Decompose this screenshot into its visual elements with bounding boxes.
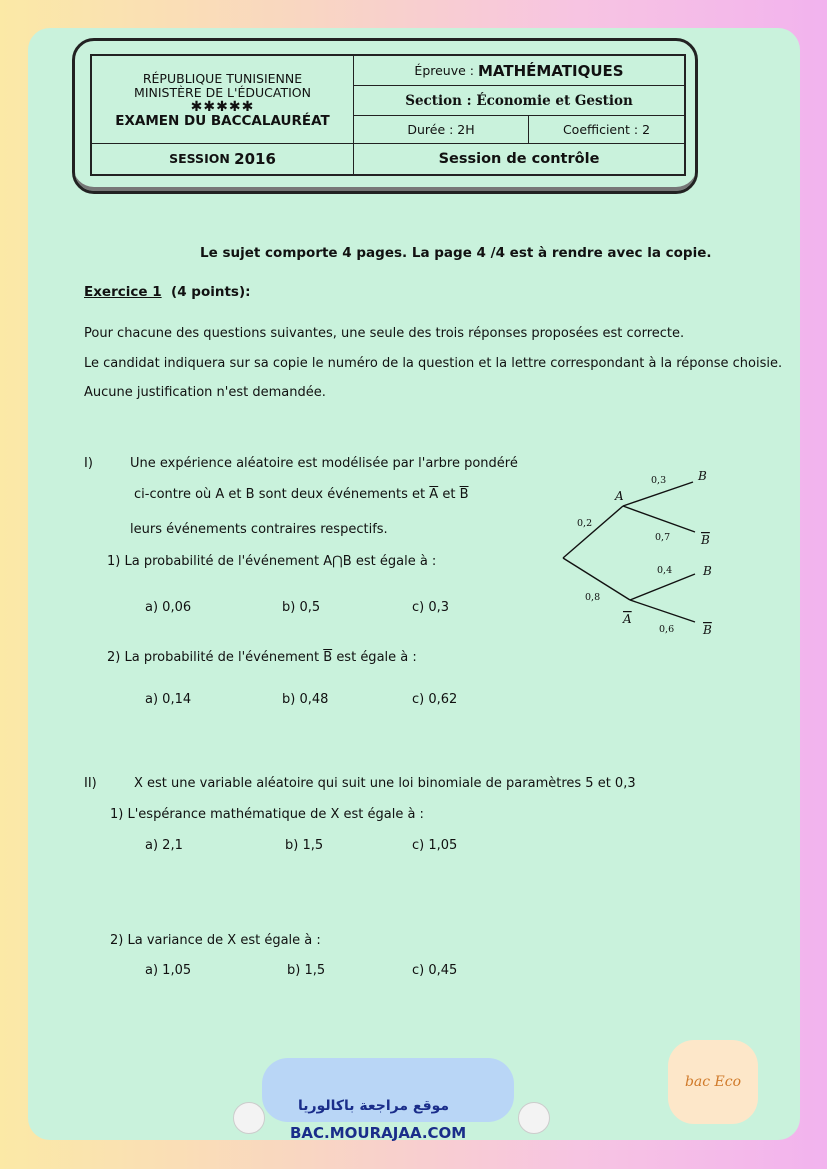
part2-q1: 1) L'espérance mathématique de X est égale à : [110,807,424,822]
footer-arabic[interactable]: موقع مراجعة باكالوريا [298,1098,450,1114]
intro: Le sujet comporte 4 pages. La page 4 /4 est à rendre avec la copie. [200,245,712,261]
p2q1-answer-a: a) 2,1 [145,838,183,853]
epreuve-cell [354,56,684,86]
p1q1-answer-b: b) 0,5 [282,600,321,615]
stars: ✱✱✱✱✱ [190,98,255,115]
part2-text: X est une variable aléatoire qui suit une loi binomiale de paramètres 5 et 0,3 [134,776,636,791]
part1-text2c: et [442,487,456,502]
branch-a-bbar [623,506,695,532]
site-logo-right [518,1102,550,1134]
part1-q1-c: est égale à : [355,554,437,569]
exercise-title [84,284,251,300]
p1q2-answer-c: c) 0,62 [412,692,458,707]
instruction-1: Pour chacune des questions suivantes, une seule des trois réponses proposées est correcte. [84,326,685,341]
part1-q1-a: 1) La probabilité de l'événement [107,554,320,569]
site-logo-left [233,1102,265,1134]
prob-root-abar: 0,8 [585,592,601,603]
part1-q2 [107,650,417,665]
instruction-3: Aucune justification n'est demandée. [84,385,326,400]
p2q1-answer-b: b) 1,5 [285,838,324,853]
session-label: SESSION [169,151,230,166]
part1-text2a: ci-contre où A et B sont deux événements et [134,487,426,502]
epreuve-label: Épreuve : [414,62,475,78]
node-a-b: B [698,469,707,483]
p2q2-answer-b: b) 1,5 [287,963,326,978]
p2q1-answer-c: c) 1,05 [412,838,458,853]
part2-q2: 2) La variance de X est égale à : [110,933,321,948]
republic: RÉPUBLIQUE TUNISIENNE [142,70,303,86]
bbar-symbol-q2: $\overline{B}$ [323,650,333,665]
node-abar-b: B [703,564,712,578]
node-a: A [615,489,624,503]
instruction-2: Le candidat indiquera sur sa copie le numéro de la question et la lettre correspondant à la réponse choisie. [84,356,783,371]
prob-a-bbar: 0,7 [655,532,671,543]
prob-abar-b: 0,4 [657,565,673,576]
abar-symbol: $\overline{A}$ [429,487,439,502]
part1-text1: Une expérience aléatoire est modélisée par l'arbre pondéré [130,456,518,471]
part1-text3: leurs événements contraires respectifs. [130,522,388,537]
p1q1-answer-a: a) 0,06 [145,600,192,615]
branch-abar-bbar [630,600,695,622]
section-cell: Section : Économie et Gestion [354,86,684,116]
intersection-symbol: A⋂B [323,554,352,569]
header-left-cell [92,56,354,144]
part1-label: I) [84,456,93,471]
prob-root-a: 0,2 [577,518,593,529]
ministry: MINISTÈRE DE L'ÉDUCATION [134,84,311,100]
p1q1-answer-c: c) 0,3 [412,600,450,615]
part1-text2 [134,487,469,502]
footer-site-link[interactable]: BAC.MOURAJAA.COM [290,1124,467,1142]
bbar-symbol: $\overline{B}$ [459,487,469,502]
branch-abar-b [630,574,695,600]
part1-q1 [107,554,436,569]
coefficient-cell: Coefficient : 2 [529,116,684,144]
p2q2-answer-c: c) 0,45 [412,963,458,978]
node-a-bbar: B [701,533,710,547]
branch-root-a [563,506,623,558]
prob-abar-bbar: 0,6 [659,624,675,635]
session-type-cell: Session de contrôle [438,151,600,167]
epreuve-value: MATHÉMATIQUES [478,61,624,80]
part2-label: II) [84,776,97,791]
p2q2-answer-a: a) 1,05 [145,963,192,978]
session-cell [92,144,354,174]
node-abar: A [623,612,632,626]
probability-tree [555,462,735,642]
duree-cell: Durée : 2H [354,116,529,144]
session-year: 2016 [234,150,276,168]
p1q2-answer-b: b) 0,48 [282,692,329,707]
exam-title: EXAMEN DU BACCALAURÉAT [115,112,330,129]
p1q2-answer-a: a) 0,14 [145,692,192,707]
part1-q2-a: 2) La probabilité de l'événement [107,650,320,665]
prob-a-b: 0,3 [651,475,667,486]
part1-q2-c: est égale à : [336,650,417,665]
bac-eco-logo: bac Eco [668,1040,758,1124]
header-table [90,54,686,176]
exercise-title-label: Exercice 1 [84,284,162,300]
exercise-points: (4 points): [171,284,251,300]
node-abar-bbar: B [703,623,712,637]
